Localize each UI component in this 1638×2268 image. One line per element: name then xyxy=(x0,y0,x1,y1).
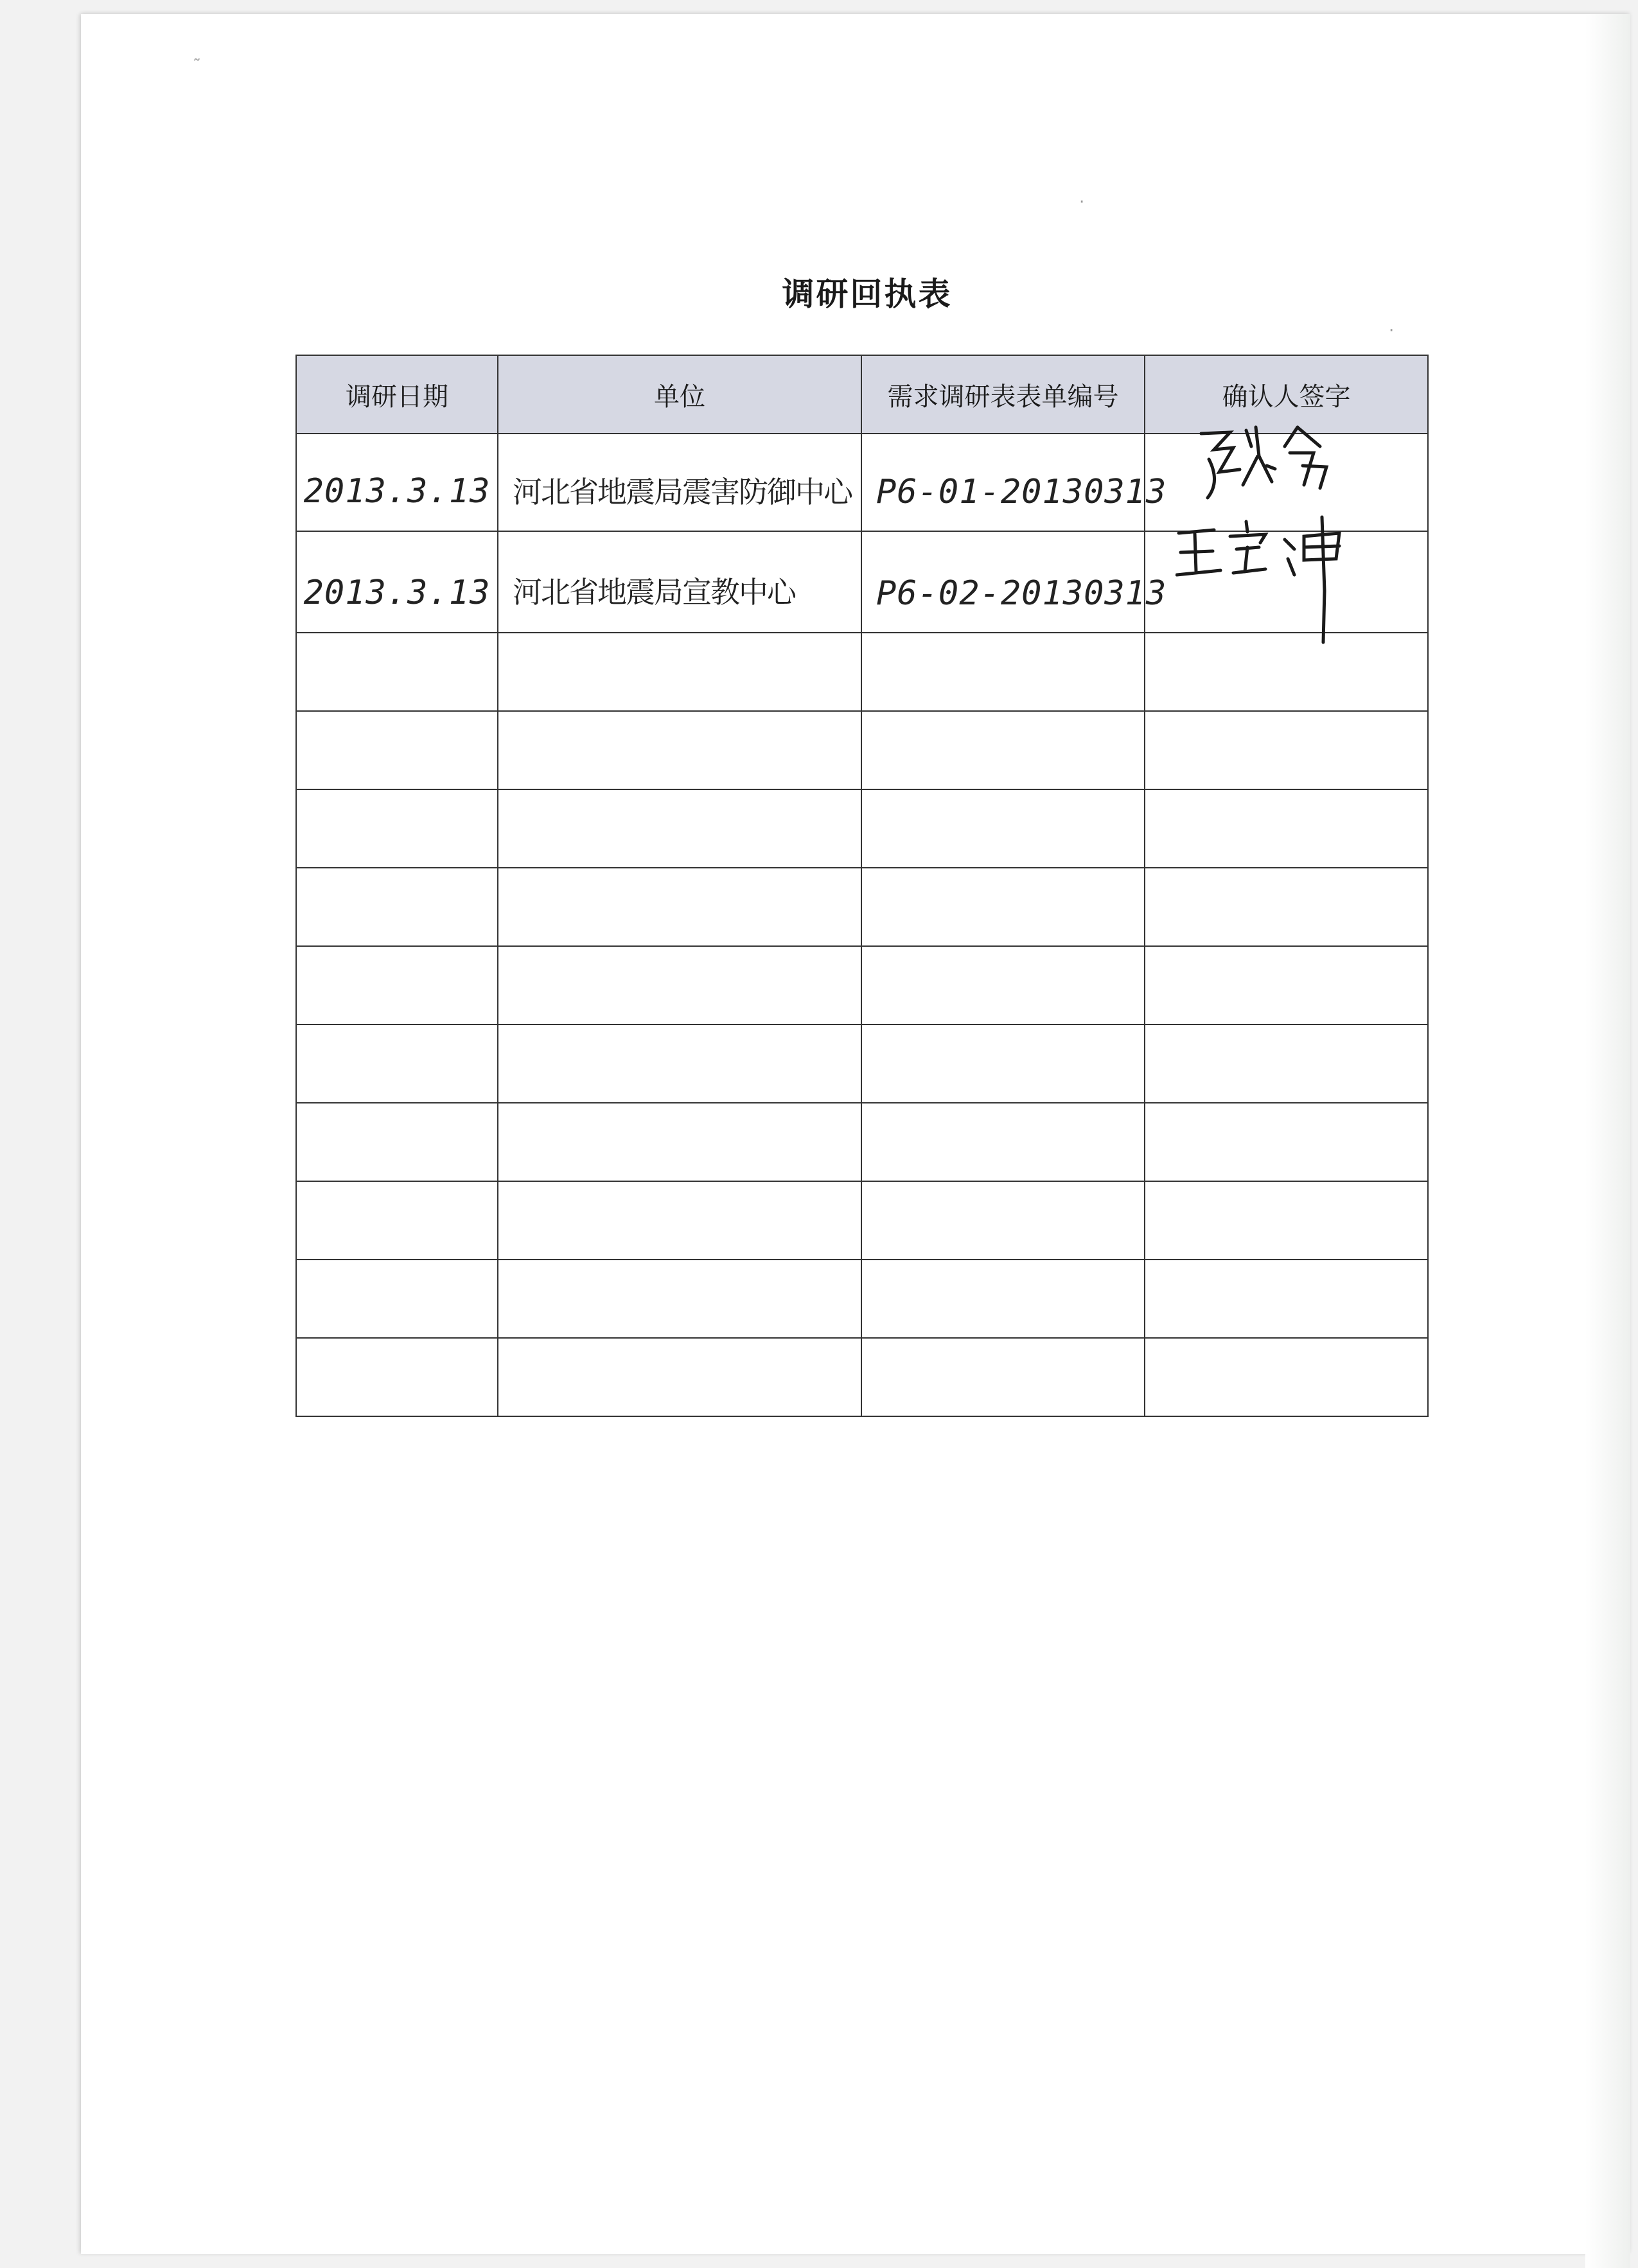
header-survey-date: 调研日期 xyxy=(296,355,498,434)
empty-row xyxy=(296,711,1428,789)
scan-speck: · xyxy=(1079,193,1085,212)
header-unit: 单位 xyxy=(498,355,861,434)
empty-row xyxy=(296,789,1428,868)
row-date: 2013.3.13 xyxy=(296,434,498,531)
signature-2-strokes xyxy=(1176,514,1368,649)
row-unit: 河北省地震局宣教中心 xyxy=(498,531,861,633)
row-unit: 河北省地震局震害防御中心 xyxy=(498,434,861,531)
empty-row xyxy=(296,1181,1428,1260)
header-form-number: 需求调研表表单编号 xyxy=(861,355,1145,434)
header-signature: 确认人签字 xyxy=(1145,355,1428,434)
row-date: 2013.3.13 xyxy=(296,531,498,633)
signature-1-strokes xyxy=(1195,421,1349,517)
paper-edge-shadow xyxy=(1585,14,1630,2268)
scan-speck: ˜ xyxy=(193,57,201,76)
signature-1 xyxy=(1195,421,1349,517)
page-title: 调研回执表 xyxy=(782,276,953,313)
empty-row xyxy=(296,1338,1428,1416)
empty-row xyxy=(296,1103,1428,1181)
row-form-number: P6-01-20130313 xyxy=(861,434,1145,531)
empty-row xyxy=(296,1260,1428,1338)
signature-2 xyxy=(1176,514,1368,649)
empty-row xyxy=(296,1024,1428,1103)
scan-speck: · xyxy=(1389,321,1395,340)
empty-row xyxy=(296,946,1428,1024)
row-form-number: P6-02-20130313 xyxy=(861,531,1145,633)
empty-row xyxy=(296,868,1428,946)
